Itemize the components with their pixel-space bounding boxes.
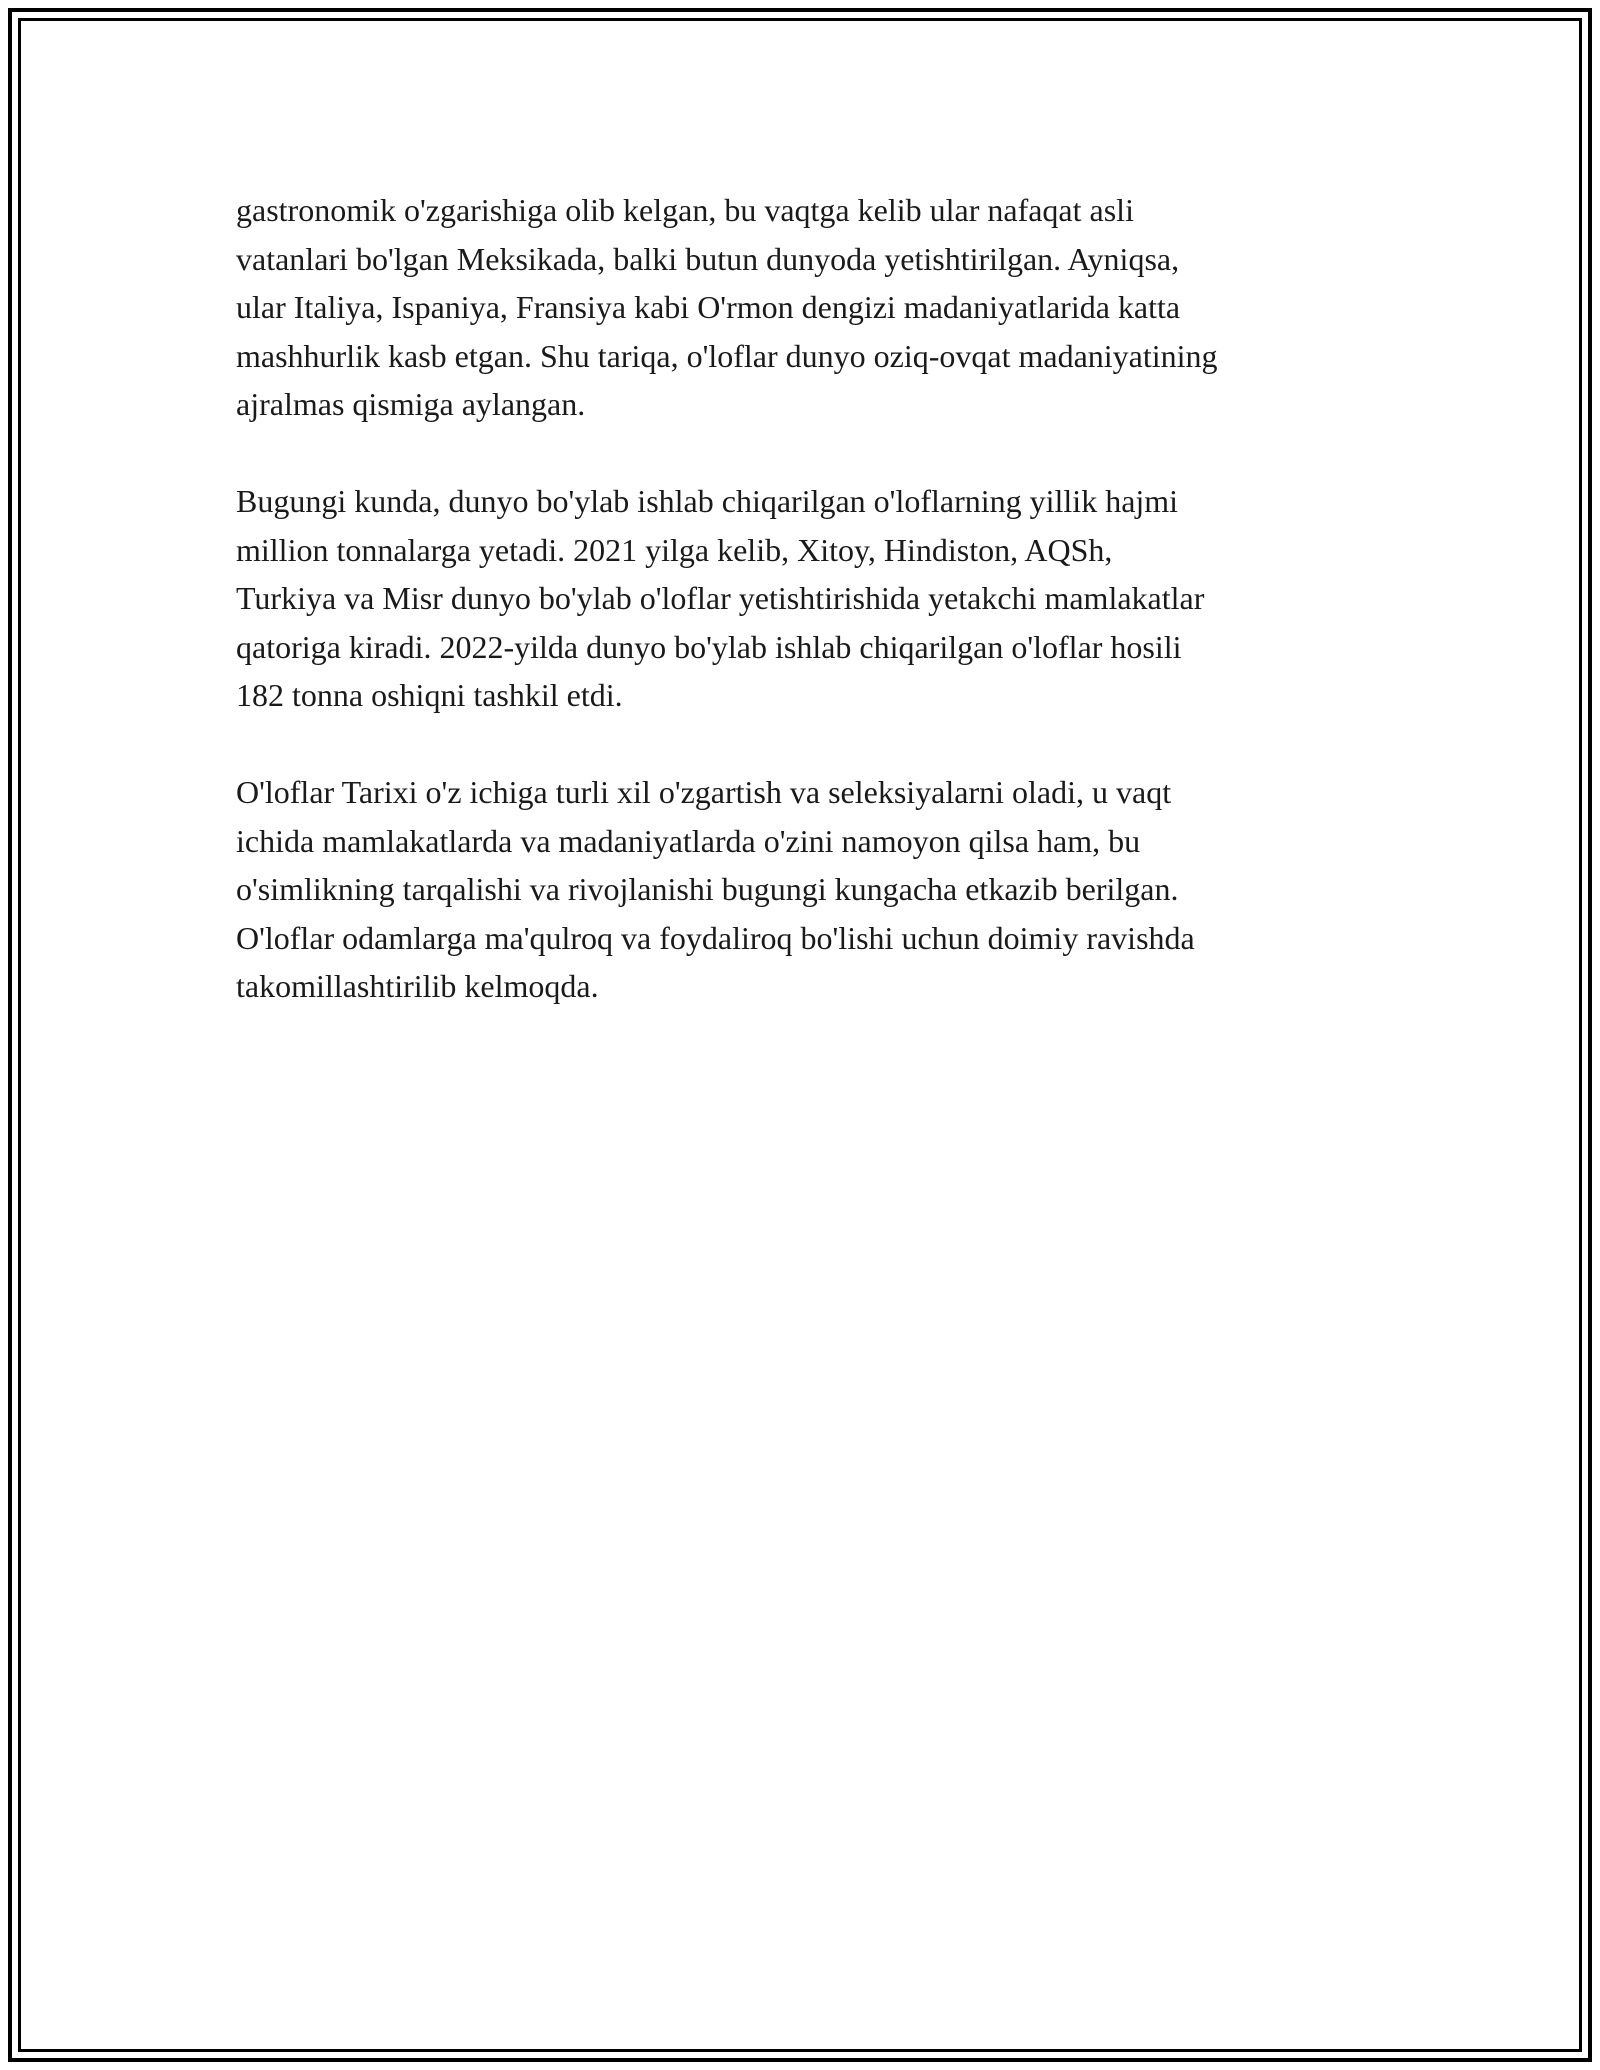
paragraph-1: gastronomik o'zgarishiga olib kelgan, bu vaqtga kelib ular nafaqat asli vatanlari bo'lgan Meksikada, balki butun dunyoda yetishtirilgan. Ayniqsa, ular Italiya, Ispaniya, Fransiya kabi O'rmon dengizi madaniyatlarida katta mashhurlik kasb etgan. Shu tariqa, o'loflar dunyo oziq-ovqat madaniyatining ajralmas qismiga aylangan.	[236, 192, 1218, 422]
paragraph-2: Bugungi kunda, dunyo bo'ylab ishlab chiqarilgan o'loflarning yillik hajmi million tonnalarga yetadi. 2021 yilga kelib, Xitoy, Hindiston, AQSh, Turkiya va Misr dunyo bo'ylab o'loflar yetishtirishida yetakchi mamlakatlar qatoriga kiradi. 2022-yilda dunyo bo'ylab ishlab chiqarilgan o'loflar hosili 182 tonna oshiqni tashkil etdi.	[236, 483, 1205, 713]
paragraph-3: O'loflar Tarixi o'z ichiga turli xil o'zgartish va seleksiyalarni oladi, u vaqt ichida mamlakatlarda va madaniyatlarda o'zini namoyon qilsa ham, bu o'simlikning tarqalishi va rivojlanishi bugungi kungacha etkazib berilgan. O'loflar odamlarga ma'qulroq va foydaliroq bo'lishi uchun doimiy ravishda takomillashtirilib kelmoqda.	[236, 774, 1195, 1004]
document-body	[236, 186, 1416, 1059]
